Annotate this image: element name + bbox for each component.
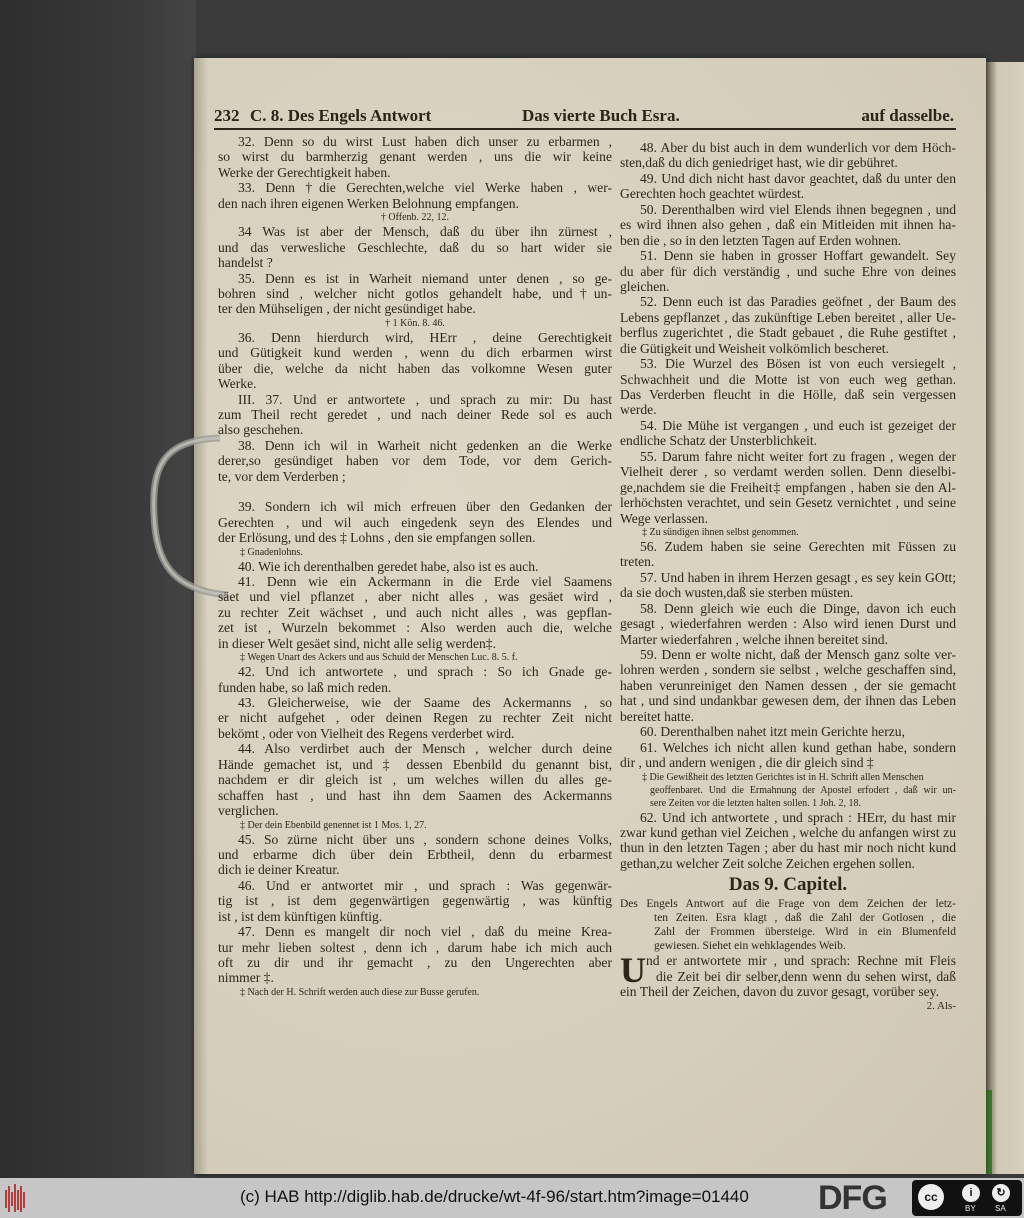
dfg-logo: DFG	[818, 1179, 887, 1217]
text-line: zet ist , Wurzeln bekommet : Also werden auch die, welche	[218, 620, 612, 636]
footer-bar	[0, 1178, 1024, 1218]
text-line: ben die , so in den letzten Tagen auf Erden wohnen.	[620, 232, 902, 248]
right-text-column	[620, 140, 956, 1013]
text-line: treten.	[620, 554, 655, 570]
chapter-summary	[620, 897, 956, 953]
text-line: nd er antwortete mir , und sprach: Rechne mit Fleis	[646, 953, 956, 969]
text-line: 53. Die Wurzel des Bösen ist von euch versiegelt ,	[640, 356, 956, 372]
text-line: 47. Denn es mangelt dir noch viel , daß du meine Krea-	[238, 924, 612, 940]
text-line: bereitet hatte.	[620, 708, 694, 724]
book-edge-green	[986, 1090, 992, 1174]
text-line: nachdem er dir gleich ist , um welches willen du alles ge-	[218, 772, 612, 788]
text-line: 49. Und dich nicht hast davor geachtet, daß du unter den	[640, 170, 956, 186]
text-line: Gerechten hoch geachtet würdest.	[620, 186, 805, 202]
text-line: werde.	[620, 402, 657, 418]
text-line: hat , und sind undankbar gewesen dem, der ihnen das Leben	[620, 693, 956, 709]
footnote	[218, 651, 612, 664]
footnote-line: ‡ Die Gewißheit des letzten Gerichtes ist in H. Schrift allen Menschen	[642, 771, 924, 783]
text-line: Lebens gepflanzet , das zukünftige Leben bereitet , aller Ue-	[620, 309, 956, 325]
text-line: 60. Derenthalben nahet itzt mein Gerichte herzu,	[640, 724, 905, 740]
text-line: und erbarme dich über dein Erbtheil, denn du erbarmest	[218, 846, 612, 862]
text-line: thun in den letzten Tagen ; aber du hast mir noch nicht kund	[620, 840, 956, 856]
chapter-opening-paragraph	[620, 950, 956, 1000]
text-line: Das Verderben fleucht in die Hölle, daß sein vergessen	[620, 387, 956, 402]
text-line: 51. Denn sie haben in grosser Hoffart gewandelt. Sey	[640, 248, 956, 264]
chapter-running-title: C. 8. Des Engels Antwort	[250, 106, 432, 125]
text-line: 46. Und er antwortet mir , und sprach : Was gegenwär-	[238, 877, 612, 893]
verse	[218, 924, 612, 986]
sa-label: SA	[995, 1204, 1006, 1213]
text-line: sten,daß du dich geniedriget hast, wie dir gebühret.	[620, 155, 898, 171]
text-line: den nach ihren eigenen Werken Belohnung empfangen.	[218, 195, 520, 211]
text-line: 40. Wie ich derenthalben geredet habe, also ist es auch.	[238, 558, 539, 574]
text-line: funden habe, so laß mich reden.	[218, 679, 392, 695]
verse	[218, 330, 612, 392]
text-line: haben verunreiniget den Namen dessen , der sie gemacht	[620, 677, 956, 693]
text-line: 50. Derenthalben wird viel Elends ihnen begegnen , und	[640, 201, 956, 217]
verse	[620, 171, 956, 202]
text-line: lohren werden , sondern sie selbst , welche geschaffen sind,	[620, 662, 956, 678]
footnote	[218, 211, 612, 224]
text-line: 33. Denn †die Gerechten,welche viel Werke haben , wer-	[238, 180, 612, 196]
text-line: schaffen hast , und hast ihn dem Saamen des Ackermanns	[218, 787, 612, 803]
verse	[218, 271, 612, 317]
text-line: Werke.	[218, 376, 257, 392]
text-line: 54. Die Mühe ist vergangen , und euch ist gezeiget der	[640, 417, 956, 433]
verse	[218, 695, 612, 741]
verse	[620, 294, 956, 356]
hab-logo-icon	[4, 1182, 26, 1214]
text-line: zwar kund gethan viel Zeichen , welche du anfangen wirst zu	[620, 824, 956, 840]
verse	[218, 180, 612, 211]
text-line: 2. Als-	[926, 999, 956, 1012]
text-line: ein Theil der Zeichen, davon du zuvor gesagt, vorüber sey.	[620, 984, 939, 1000]
text-line: verglichen.	[218, 803, 279, 819]
text-line: ge,nachdem sie die Freiheit‡ empfangen , haben sie den Al-	[620, 479, 956, 495]
text-line: ist , ist dem künftigen künftig.	[218, 908, 383, 924]
text-line: lerhöchsten verachtet, und sein Gesetz vernichtet , und seine	[620, 495, 956, 511]
text-line: also geschehen.	[218, 422, 304, 438]
footnote	[218, 317, 612, 330]
verse	[620, 570, 956, 601]
text-line: 36. Denn hierdurch wird, HErr , deine Gerechtigkeit	[238, 329, 612, 345]
text-line: derer,so gesündiget haben vor dem Tode, vor dem Gerich-	[218, 453, 612, 469]
text-line: 43. Gleicherweise, wie der Saame des Ackermanns , so	[238, 695, 612, 710]
cc-icon: cc	[918, 1184, 944, 1210]
text-line: 58. Denn gleich wie euch die Dinge, davon ich euch	[640, 600, 956, 616]
footnote-line: geoffenbaret. Und die Ermahnung der Apostel erfodert , daß wir un-	[650, 784, 956, 796]
text-line: 34 Was ist aber der Mensch, daß du über ihn zürnest ,	[238, 224, 612, 240]
verse	[620, 647, 956, 724]
verse	[620, 810, 956, 872]
verse	[218, 224, 612, 270]
verse	[620, 356, 956, 418]
footnote	[620, 526, 956, 539]
text-line: 41. Denn wie ein Ackermann in die Erde viel Saamens	[238, 573, 612, 589]
text-line: handelst ?	[218, 255, 273, 271]
text-line: Schwachheit und die Motte ist von euch weg gethan.	[620, 371, 956, 387]
chapter-heading	[620, 871, 956, 897]
verse	[218, 499, 612, 545]
verse	[620, 202, 956, 248]
footnote	[218, 546, 612, 559]
text-line: und das verwesliche Geschlechte, daß du so hart wider sie	[218, 239, 612, 255]
footnote-line: † 1 Kön. 8. 46.	[385, 317, 445, 329]
text-line: in dieser Welt gesäet sind, nicht alle selig werden‡.	[218, 635, 497, 651]
running-header	[214, 106, 956, 130]
text-line: 45. So zürne nicht über uns , sondern schone deines Volks,	[238, 831, 612, 847]
text-line: es wird ihnen also gehen , daß ein Mitleiden mit ihnen ha-	[620, 217, 956, 233]
text-line: 55. Darum fahre nicht weiter fort zu fragen , wegen der	[640, 448, 956, 464]
footnote	[218, 819, 612, 832]
text-line: Zahl der Frommen übersteige. Wird in ein Blumenfeld	[654, 926, 956, 939]
text-line: 62. Und ich antwortete , und sprach : HErr, du hast mir	[640, 809, 956, 825]
text-line: endliche Schatz der Unsterblichkeit.	[620, 433, 818, 449]
right-running-title: auf dasselbe.	[861, 106, 954, 125]
text-line: bekömt , oder von Vielheit des Regens verderbet wird.	[218, 725, 515, 741]
text-line: er nicht aufgehet , oder deinen Regen zu rechter Zeit nicht	[218, 710, 612, 726]
footnote	[218, 986, 612, 999]
text-line: dir , und andern wenigen , die dir gleich sind ‡	[620, 755, 874, 771]
verse	[218, 878, 612, 924]
verse	[218, 559, 612, 574]
text-line: gethan,zu welcher Zeit solche Zeichen ergehen sollen.	[620, 855, 915, 871]
text-line: zu rechter Zeit wächset , und auch nicht alles , was gepflan-	[218, 604, 612, 620]
text-line: 32. Denn so du wirst Lust haben dich unser zu erbarmen ,	[238, 134, 612, 149]
share-alike-icon: ↻	[992, 1184, 1010, 1202]
footnote-line: sere Zeiten vor die letzten halten sollen. 1 Joh. 2, 18.	[650, 797, 862, 809]
text-line: tig ist , ist dem gegenwärtigen gegenwärtig , was künftig	[218, 893, 612, 909]
text-line: 56. Zudem haben sie seine Gerechten mit Füssen zu	[640, 538, 956, 554]
text-line: da sie doch wusten,daß sie sterben müsten.	[620, 585, 854, 601]
by-label: BY	[965, 1204, 976, 1213]
text-line: gleichen.	[620, 278, 670, 294]
text-line: 59. Denn er wolte nicht, daß der Mensch ganz solte ver-	[640, 647, 956, 662]
text-line: Wege verlassen.	[620, 510, 708, 526]
text-line: ten Zeiten. Esra klagt , daß die Zahl der Gotlosen , die	[654, 912, 956, 925]
text-line: nimmer ‡.	[218, 970, 274, 986]
text-line: so wirst du barmherzig genant werden , uns die wir keine	[218, 149, 612, 165]
footnote	[620, 771, 956, 810]
text-line: ter den Mühseligen , der nicht gesündiget habe.	[218, 301, 476, 317]
text-line: 38. Denn ich wil in Warheit nicht gedenken an die Werke	[238, 437, 612, 453]
next-page-edge	[986, 62, 1024, 1174]
left-text-column	[218, 134, 612, 999]
footnote-line: † Offenb. 22, 12.	[380, 212, 450, 224]
text-line: säet und viel pflanzet , aber nicht alles , was gesäet wird ,	[218, 589, 612, 605]
text-line: berflus zugerichtet , die Stadt gebauet , die Ruhe gestiftet ,	[620, 325, 956, 341]
text-line: Marter wiederfahren , welche ihnen bereitet sind.	[620, 631, 888, 647]
text-line: die Gütigkeit und Weisheit volkömlich bescheret.	[620, 340, 889, 356]
text-line: te, vor dem Verderben ;	[218, 468, 346, 484]
drop-cap-initial: U	[620, 950, 646, 991]
text-line: die Zeit bei dir selber,denn wenn du sehen wirst, daß	[656, 968, 956, 984]
footnote-line: ‡ Gnadenlohns.	[240, 546, 303, 558]
text-line: der Erlösung, und des ‡ Lohns , den sie empfangen sollen.	[218, 530, 536, 546]
verse	[218, 664, 612, 695]
cc-license-badge[interactable]	[912, 1180, 1022, 1216]
text-line: 61. Welches ich nicht allen kund gethan habe, sondern	[640, 739, 956, 755]
verse	[218, 832, 612, 878]
text-line: Werke der Gerechtigkeit haben.	[218, 164, 391, 180]
catchword	[620, 1000, 956, 1013]
text-line: 39. Sondern ich wil mich erfreuen über den Gedanken der	[238, 499, 612, 515]
copyright-link[interactable]: (c) HAB http://diglib.hab.de/drucke/wt-4f-96/start.htm?image=01440	[240, 1187, 749, 1206]
paragraph-gap	[218, 484, 612, 499]
verse	[218, 741, 612, 818]
verse	[218, 438, 612, 484]
verse	[620, 449, 956, 526]
text-line: und Gütigkeit kund werden , wenn du dich erbarmen wirst	[218, 345, 612, 361]
page-number: 232	[214, 106, 240, 125]
text-line: 48. Aber du bist auch in dem wunderlich vor dem Höch-	[640, 140, 956, 155]
text-line: gewiesen. Siehet ein wehklagendes Weib.	[654, 940, 846, 953]
text-line: tur mehr lieben soltest , denn ich , darum habe ich mich auch	[218, 939, 612, 955]
text-line: Gerechten , und wil auch eingedenk seyn des Elendes und	[218, 514, 612, 530]
text-line: 35. Denn es ist in Warheit niemand unter denen , so ge-	[238, 270, 612, 286]
verse	[620, 724, 956, 739]
text-line: Des Engels Antwort auf die Frage von dem Zeichen der letz-	[620, 898, 956, 911]
footnote-line: ‡ Zu sündigen ihnen selbst genommen.	[642, 526, 799, 538]
text-line: bohren sind , welcher nicht gotlos gehandelt habe, und†un-	[218, 285, 612, 301]
text-line: 52. Denn euch ist das Paradies geöfnet , der Baum des	[640, 294, 956, 310]
text-line: dich ie deiner Kreatur.	[218, 862, 340, 878]
by-attribution-icon: i	[962, 1184, 980, 1202]
text-line: Das 9. Capitel.	[728, 874, 848, 896]
verse	[620, 140, 956, 171]
footnote-line: ‡ Nach der H. Schrift werden auch diese zur Busse gerufen.	[240, 986, 480, 998]
footnote-line: ‡ Der dein Ebenbild genennet ist 1 Mos. 1, 27.	[240, 819, 427, 831]
text-line: 42. Und ich antwortete , und sprach : So ich Gnade ge-	[238, 664, 612, 680]
text-line: Vielheit derer , so verdamt werden sollen. Denn dieselbi-	[620, 464, 956, 480]
verse	[620, 248, 956, 294]
text-line: 57. Und haben in ihrem Herzen gesagt , es sey kein GOtt;	[640, 569, 956, 585]
text-line: III. 37. Und er antwortete , und sprach zu mir: Du hast	[238, 391, 612, 407]
text-line: gesagt , wiederfahren werden : Also wird ienen Durst und	[620, 616, 956, 632]
verse	[218, 134, 612, 180]
verse	[218, 574, 612, 651]
text-line: Hände gemachet ist, und ‡ dessen Ebenbild du genannt bist,	[218, 756, 612, 772]
footnote-line: ‡ Wegen Unart des Ackers und aus Schuld der Menschen Luc. 8. 5. f.	[240, 652, 518, 664]
verse	[620, 539, 956, 570]
verse	[218, 392, 612, 438]
text-line: oft zu dir und ihr gemacht , zu den Ungerechten aber	[218, 955, 612, 970]
page-gutter-shadow	[194, 58, 208, 1174]
text-line: über die, welche da nicht haben das volkomne Wesen guter	[218, 360, 612, 376]
verse	[620, 740, 956, 771]
text-line: 44. Also verdirbet auch der Mensch , welcher durch deine	[238, 741, 612, 757]
text-line: du aber für dich verständig , und suche Ehre von deines	[620, 263, 956, 279]
verse	[620, 418, 956, 449]
book-title: Das vierte Buch Esra.	[522, 106, 680, 125]
text-line: zum Theil recht geredet , und nach deiner Rede sol es auch	[218, 407, 612, 422]
verse	[620, 601, 956, 647]
